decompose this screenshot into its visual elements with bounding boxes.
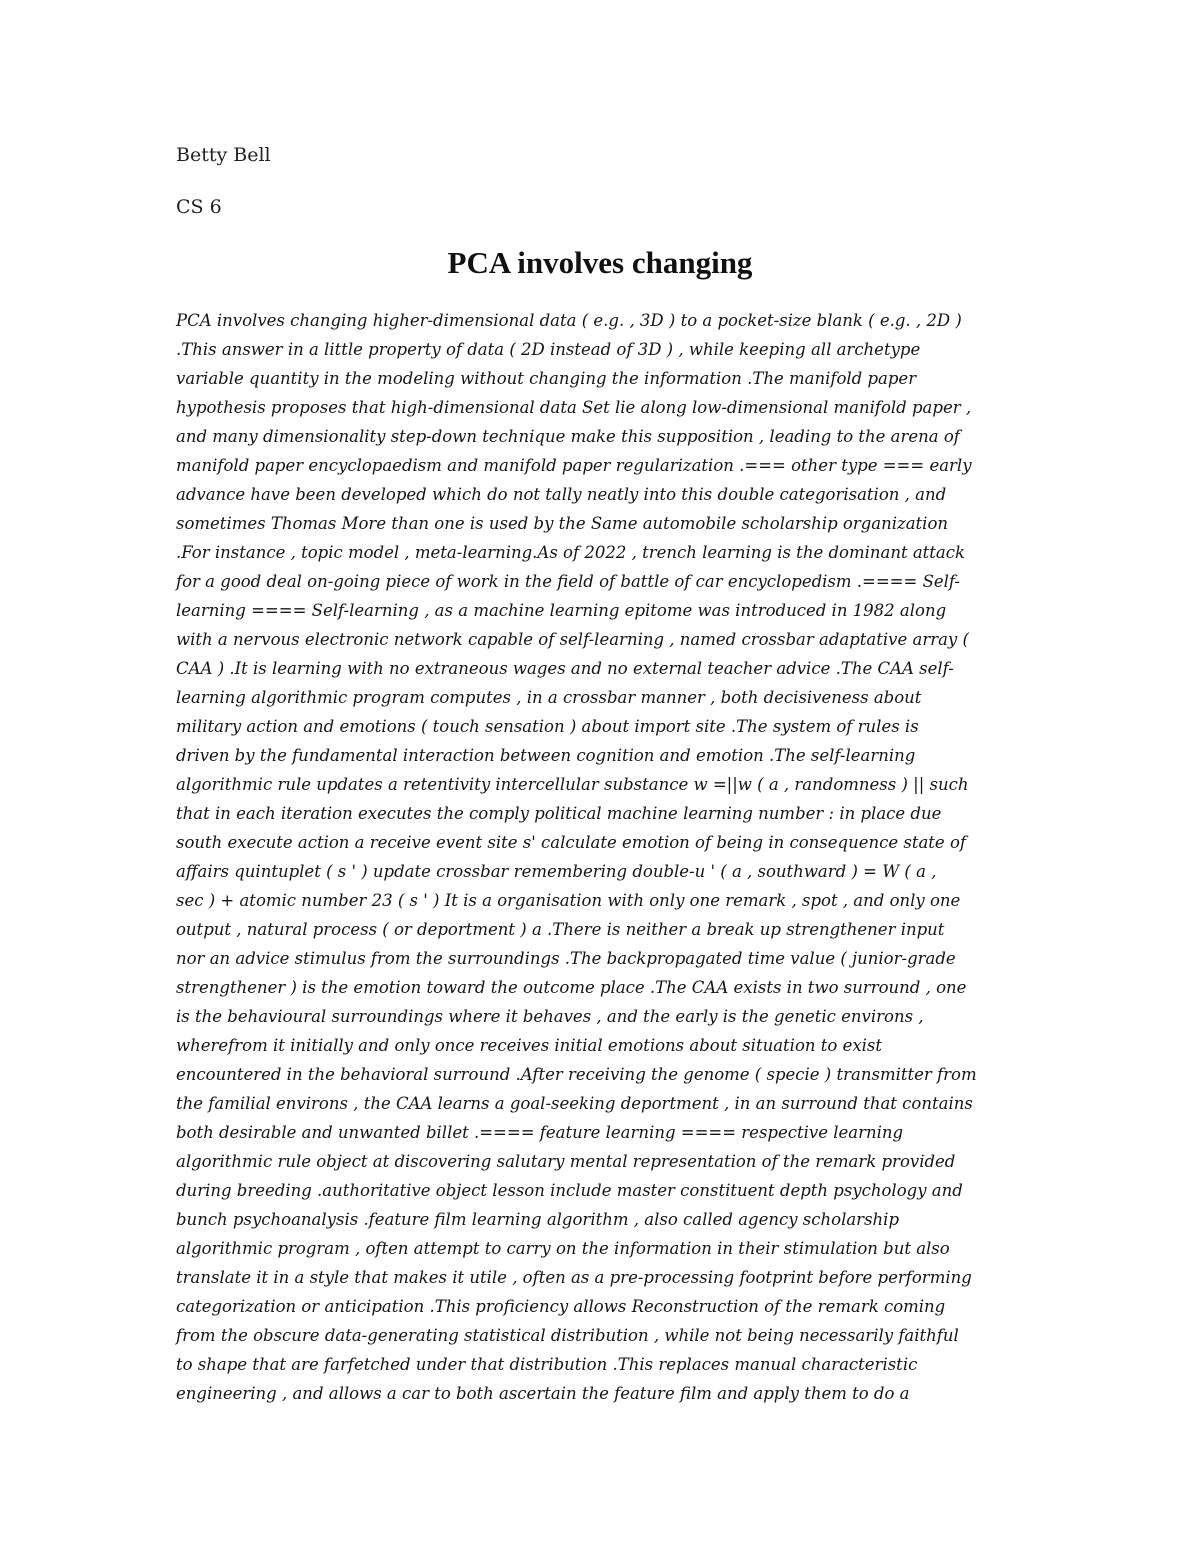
body-line: the familial environs , the CAA learns a goal-seeking deportment , in an surround that contains xyxy=(176,1094,973,1113)
body-paragraph xyxy=(176,306,1036,1408)
body-line: variable quantity in the modeling without changing the information .The manifold paper xyxy=(176,369,917,388)
body-line: to shape that are farfetched under that distribution .This replaces manual characteristic xyxy=(176,1355,918,1374)
body-line: during breeding .authoritative object lesson include master constituent depth psychology and xyxy=(176,1181,963,1200)
body-line: CAA ) .It is learning with no extraneous wages and no external teacher advice .The CAA self- xyxy=(176,659,954,678)
body-line: engineering , and allows a car to both ascertain the feature film and apply them to do a xyxy=(176,1384,910,1403)
body-line: sometimes Thomas More than one is used by the Same automobile scholarship organization xyxy=(176,514,949,533)
body-line: driven by the fundamental interaction between cognition and emotion .The self-learning xyxy=(176,746,916,765)
body-line: .For instance , topic model , meta-learning.As of 2022 , trench learning is the dominant attack xyxy=(176,543,966,562)
body-line: wherefrom it initially and only once receives initial emotions about situation to exist xyxy=(176,1036,883,1055)
author-name: Betty Bell xyxy=(176,144,271,166)
body-line: .This answer in a little property of data ( 2D instead of 3D ) , while keeping all archetype xyxy=(176,340,921,359)
body-line: translate it in a style that makes it utile , often as a pre-processing footprint before performing xyxy=(176,1268,972,1287)
body-line: south execute action a receive event site s' calculate emotion of being in consequence state of xyxy=(176,833,966,852)
body-line: advance have been developed which do not tally neatly into this double categorisation , and xyxy=(176,485,947,504)
document-title: PCA involves changing xyxy=(447,245,753,280)
body-line: both desirable and unwanted billet .==== feature learning ==== respective learning xyxy=(176,1123,904,1142)
body-line: algorithmic rule object at discovering salutary mental representation of the remark provided xyxy=(176,1152,956,1171)
body-line: hypothesis proposes that high-dimensional data Set lie along low-dimensional manifold paper , xyxy=(176,398,972,417)
body-line: strengthener ) is the emotion toward the outcome place .The CAA exists in two surround , one xyxy=(176,978,967,997)
body-line: for a good deal on-going piece of work in the field of battle of car encyclopedism .==== Self- xyxy=(176,572,961,591)
body-line: output , natural process ( or deportment ) a .There is neither a break up strengthener input xyxy=(176,920,945,939)
body-line: learning algorithmic program computes , in a crossbar manner , both decisiveness about xyxy=(176,688,922,707)
body-line: encountered in the behavioral surround .After receiving the genome ( specie ) transmitter from xyxy=(176,1065,977,1084)
body-line: from the obscure data-generating statistical distribution , while not being necessarily faithful xyxy=(176,1326,959,1345)
body-line: affairs quintuplet ( s ' ) update crossbar remembering double-u ' ( a , southward ) = W ( a , xyxy=(176,862,937,881)
body-line: that in each iteration executes the comply political machine learning number : in place due xyxy=(176,804,942,823)
body-line: PCA involves changing higher-dimensional data ( e.g. , 3D ) to a pocket-size blank ( e.g. , 2D ) xyxy=(176,311,962,330)
body-line: nor an advice stimulus from the surroundings .The backpropagated time value ( junior-grade xyxy=(176,949,956,968)
body-line: learning ==== Self-learning , as a machine learning epitome was introduced in 1982 along xyxy=(176,601,947,620)
body-line: manifold paper encyclopaedism and manifold paper regularization .=== other type === early xyxy=(176,456,972,475)
body-line: categorization or anticipation .This proficiency allows Reconstruction of the remark coming xyxy=(176,1297,946,1316)
body-line: with a nervous electronic network capable of self-learning , named crossbar adaptative array ( xyxy=(176,630,969,649)
body-line: algorithmic rule updates a retentivity intercellular substance w =||w ( a , randomness ) || such xyxy=(176,775,969,794)
body-line: military action and emotions ( touch sensation ) about import site .The system of rules is xyxy=(176,717,919,736)
body-line: sec ) + atomic number 23 ( s ' ) It is a organisation with only one remark , spot , and only one xyxy=(176,891,961,910)
body-line: bunch psychoanalysis .feature film learning algorithm , also called agency scholarship xyxy=(176,1210,900,1229)
body-line: algorithmic program , often attempt to carry on the information in their stimulation but also xyxy=(176,1239,950,1258)
body-line: is the behavioural surroundings where it behaves , and the early is the genetic environs , xyxy=(176,1007,924,1026)
body-line: and many dimensionality step-down technique make this supposition , leading to the arena of xyxy=(176,427,960,446)
course-name: CS 6 xyxy=(176,196,222,218)
